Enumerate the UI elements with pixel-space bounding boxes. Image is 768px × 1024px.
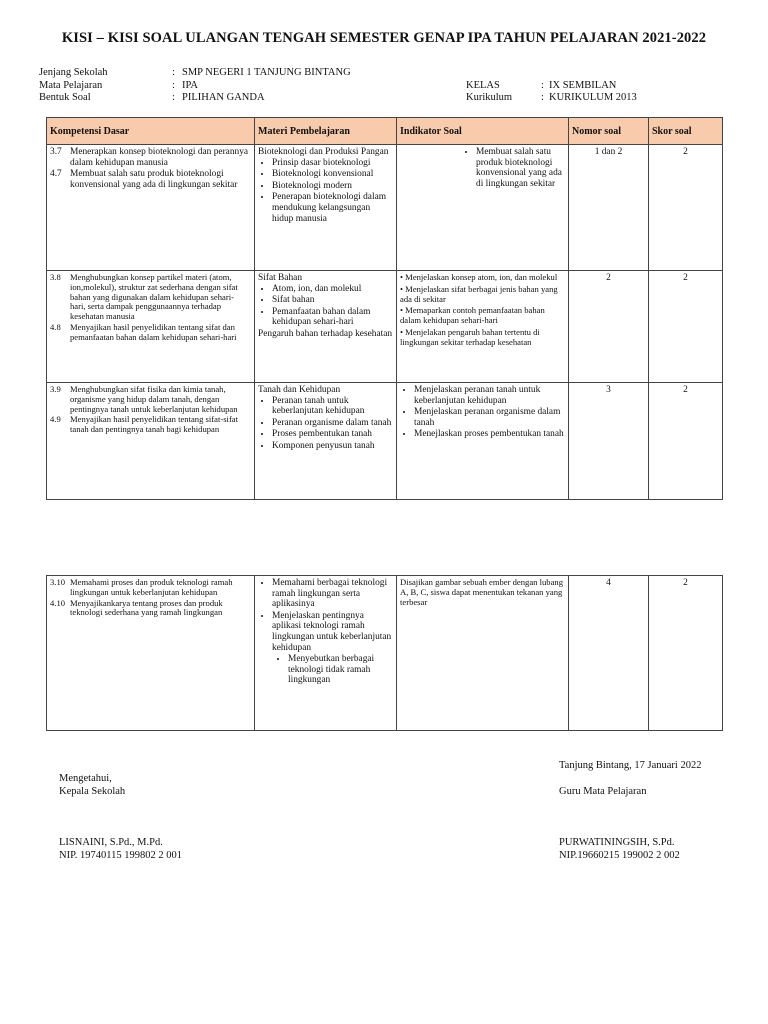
kd-number: 3.10 — [50, 577, 66, 587]
kisi-table — [46, 117, 723, 500]
acknowledged-label: Mengetahui, — [59, 773, 112, 784]
header-indikator: Indikator Soal — [397, 118, 569, 145]
materi-item: • Menjelaskan pentingnya aplikasi teknologi ramah lingkungan untuk keberlanjutan kehidupan — [272, 611, 393, 653]
materi-item: • Prinsip dasar bioteknologi — [272, 158, 393, 169]
meta-value-jenjang: SMP NEGERI 1 TANJUNG BINTANG — [182, 67, 351, 78]
materi-heading: Sifat Bahan — [258, 273, 303, 283]
indikator-cell: Disajikan gambar sebuah ember dengan lubang A, B, C, siswa dapat menentukan tekanan yang terbesar — [397, 576, 569, 731]
materi-item: • Peranan organisme dalam tanah — [272, 418, 393, 429]
materi-item: • Bioteknologi modern — [272, 181, 393, 192]
kd-text: Menghubungkan sifat fisika dan kimia tanah, organisme yang hidup dalam tanah, dengan pentingnya tanah untuk keberlanjutan kehidupan — [70, 384, 238, 414]
kd-cell — [47, 576, 255, 731]
indikator-cell — [397, 383, 569, 500]
nomor-soal-cell: 4 — [569, 576, 649, 731]
kisi-table-continued — [46, 575, 723, 731]
kd-number: 4.7 — [50, 169, 62, 180]
indikator-item: Memaparkan contoh pemanfaatan bahan dalam kehidupan sehari-hari — [400, 305, 545, 326]
materi-item: • Memahami berbagai teknologi ramah lingkungan serta aplikasinya — [272, 578, 393, 610]
table-row — [47, 383, 723, 500]
meta-sep: : — [172, 80, 175, 91]
table-row — [47, 576, 723, 731]
indikator-cell — [397, 145, 569, 271]
page-title: KISI – KISI SOAL ULANGAN TENGAH SEMESTER GENAP IPA TAHUN PELAJARAN 2021-2022 — [61, 30, 707, 46]
meta-label-kurikulum: Kurikulum — [466, 92, 513, 103]
kd-cell — [47, 271, 255, 383]
meta-right — [466, 80, 726, 110]
kd-text: Menyajikankarya tentang proses dan produk teknologi sederhana yang ramah lingkungan — [70, 597, 223, 618]
materi-item: • Proses pembentukan tanah — [272, 429, 393, 440]
materi-item: • Penerapan bioteknologi dalam mendukung kelangsungan hidup manusia — [272, 192, 393, 224]
materi-footer: Pengaruh bahan terhadap kesehatan — [258, 328, 393, 339]
place-date: Tanjung Bintang, 17 Januari 2022 — [559, 760, 702, 771]
materi-item: • Sifat bahan — [272, 295, 393, 306]
kd-cell — [47, 383, 255, 500]
skor-soal-cell: 2 — [649, 383, 723, 500]
meta-value-kurikulum: KURIKULUM 2013 — [549, 92, 637, 103]
materi-cell — [255, 383, 397, 500]
kd-number: 3.8 — [50, 272, 61, 282]
table-row — [47, 271, 723, 383]
kd-number: 4.10 — [50, 597, 66, 608]
nomor-soal-cell: 2 — [569, 271, 649, 383]
materi-subitem: • Menyebutkan berbagai teknologi tidak ramah lingkungan — [288, 654, 393, 686]
meta-value-bentuk: PILIHAN GANDA — [182, 92, 265, 103]
materi-heading: Bioteknologi dan Produksi Pangan — [258, 147, 389, 157]
materi-item: • Komponen penyusun tanah — [272, 441, 393, 452]
meta-label-bentuk: Bentuk Soal — [39, 92, 91, 103]
kd-cell — [47, 145, 255, 271]
materi-cell — [255, 271, 397, 383]
kd-text: Menghubungkan konsep partikel materi (atom, ion,molekul), struktur zat sederhana dengan sifat bahan yang digunakan dalam kehidupan sehari- hari, serta dampak penggunaannya terhadap kesehatan manusia — [70, 272, 238, 322]
principal-name: LISNAINI, S.Pd., M.Pd. — [59, 837, 163, 848]
materi-cell — [255, 145, 397, 271]
indikator-item: Menjelaskan sifat berbagai jenis bahan yang ada di sekitar — [400, 283, 558, 304]
table-row — [47, 145, 723, 271]
kd-text: Menyajikan hasil penyelidikan tentang sifat dan pemanfaatan bahan dalam kehidupan sehari-hari — [70, 321, 237, 342]
header-materi: Materi Pembelajaran — [255, 118, 397, 145]
kd-number: 3.9 — [50, 384, 61, 394]
indikator-item: • Menjelaskan peranan organisme dalam tanah — [414, 407, 565, 428]
skor-soal-cell: 2 — [649, 145, 723, 271]
teacher-nip: NIP.19660215 199002 2 002 — [559, 850, 680, 861]
principal-role: Kepala Sekolah — [59, 786, 126, 797]
indikator-item: • Menjelaskan peranan tanah untuk keberlanjutan kehidupan — [414, 385, 565, 406]
meta-sep: : — [172, 92, 175, 103]
indikator-cell: • Menjelaskan konsep atom, ion, dan molekul • Menjelaskan sifat berbagai jenis bahan yang ada di sekitar • Memaparkan contoh pemanfaatan bahan dalam kehidupan sehari-hari • Menjelakan pengaruh bahan tertentu di lingkungan sekitar terhadap kesehatan — [397, 271, 569, 383]
materi-item: • Bioteknologi konvensional — [272, 169, 393, 180]
kd-text: Membuat salah satu produk bioteknologi konvensional yang ada di lingkungan sekitar — [70, 169, 238, 190]
meta-label-jenjang: Jenjang Sekolah — [39, 67, 108, 78]
header-skor-soal: Skor soal — [649, 118, 723, 145]
indikator-item: • Menejlaskan proses pembentukan tanah — [414, 429, 565, 440]
nomor-soal-cell: 1 dan 2 — [569, 145, 649, 271]
teacher-name: PURWATININGSIH, S.Pd. — [559, 837, 675, 848]
indikator-item: Menjelakan pengaruh bahan tertentu di lingkungan sekitar terhadap kesehatan — [400, 326, 540, 347]
materi-item: • Pemanfaatan bahan dalam kehidupan sehari-hari — [272, 307, 393, 328]
principal-nip: NIP. 19740115 199802 2 001 — [59, 850, 182, 861]
meta-label-mapel: Mata Pelajaran — [39, 80, 103, 91]
meta-sep: : — [541, 92, 544, 103]
kd-text: Memahami proses dan produk teknologi ramah lingkungan untuk keberlanjutan kehidupan — [70, 577, 233, 597]
header-nomor-soal: Nomor soal — [569, 118, 649, 145]
meta-label-kelas: KELAS — [466, 80, 500, 91]
kd-text: Menyajikan hasil penyelidikan tentang sifat-sifat tanah dan pentingnya tanah bagi kehidupan — [70, 414, 239, 435]
kd-number: 3.7 — [50, 147, 62, 157]
indikator-item: • Membuat salah satu produk bioteknologi konvensional yang ada di lingkungan sekitar — [476, 147, 565, 189]
meta-sep: : — [541, 80, 544, 91]
skor-soal-cell: 2 — [649, 271, 723, 383]
materi-item: • Peranan tanah untuk keberlanjutan kehidupan — [272, 396, 393, 417]
materi-heading: Tanah dan Kehidupan — [258, 385, 341, 395]
meta-sep: : — [172, 67, 175, 78]
materi-cell — [255, 576, 397, 731]
skor-soal-cell: 2 — [649, 576, 723, 731]
kd-number: 4.9 — [50, 414, 61, 425]
kd-text: Menerapkan konsep bioteknologi dan perannya dalam kehidupan manusia — [70, 147, 249, 168]
nomor-soal-cell: 3 — [569, 383, 649, 500]
teacher-role: Guru Mata Pelajaran — [559, 786, 647, 797]
indikator-item: Menjelaskan konsep atom, ion, dan molekul — [405, 272, 558, 282]
kd-number: 4.8 — [50, 321, 61, 332]
materi-item: • Atom, ion, dan molekul — [272, 284, 393, 295]
meta-left — [39, 67, 439, 107]
header-kompetensi-dasar: Kompetensi Dasar — [47, 118, 255, 145]
meta-value-kelas: IX SEMBILAN — [549, 80, 617, 91]
meta-value-mapel: IPA — [182, 80, 198, 91]
